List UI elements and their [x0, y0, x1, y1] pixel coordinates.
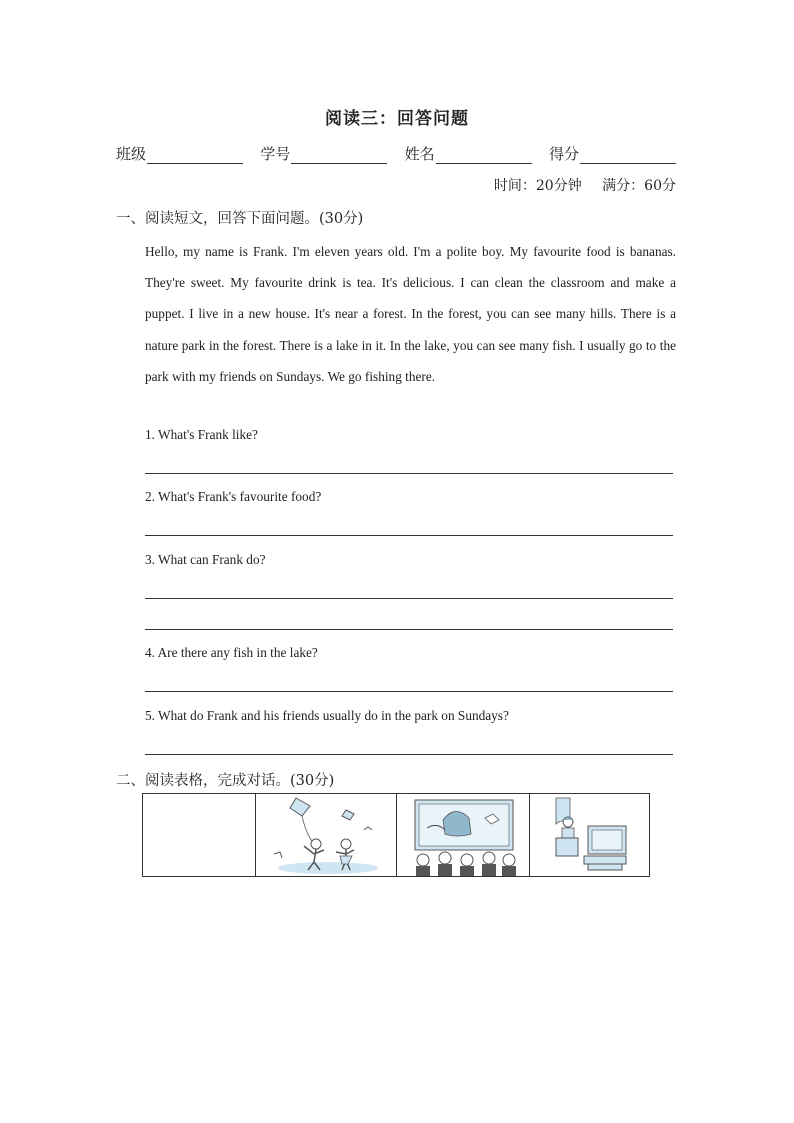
- student-info-row: [116, 143, 676, 164]
- name-blank[interactable]: [436, 148, 532, 164]
- cinema-picture: [397, 794, 529, 876]
- question-3: 3. What can Frank do?: [145, 552, 266, 567]
- question-2: 2. What's Frank's favourite food?: [145, 489, 322, 504]
- answer-line-4[interactable]: [145, 691, 673, 692]
- table-cell-kite: [255, 794, 396, 876]
- question-5: 5. What do Frank and his friends usually do in the park on Sundays?: [145, 708, 509, 723]
- table-cell-tv: [529, 794, 649, 876]
- answer-line-3a[interactable]: [145, 598, 673, 599]
- number-label: 学号: [260, 145, 291, 163]
- score-label: 得分: [548, 145, 579, 163]
- answer-line-2[interactable]: [145, 535, 673, 536]
- watching-tv-picture: [530, 794, 650, 876]
- class-blank[interactable]: [147, 148, 243, 164]
- answer-line-3b[interactable]: [145, 629, 673, 630]
- question-1: 1. What's Frank like?: [145, 427, 258, 442]
- section-2-heading: 二、阅读表格，完成对话。(30分): [116, 773, 335, 789]
- page-title: 阅读三：回答问题: [325, 109, 469, 129]
- picture-table: [142, 793, 650, 877]
- time-duration: 时间：20分钟: [493, 178, 582, 194]
- section-1-heading: 一、阅读短文，回答下面问题。(30分): [116, 211, 364, 227]
- number-field[interactable]: [260, 143, 387, 164]
- table-empty-cell[interactable]: [143, 794, 255, 876]
- answer-line-5[interactable]: [145, 754, 673, 755]
- class-field[interactable]: [116, 143, 243, 164]
- question-4: 4. Are there any fish in the lake?: [145, 645, 318, 660]
- table-cell-cinema: [396, 794, 529, 876]
- score-blank[interactable]: [580, 148, 676, 164]
- score-field[interactable]: [549, 143, 676, 164]
- time-info: [494, 175, 676, 195]
- class-label: 班级: [116, 145, 147, 163]
- name-field[interactable]: [405, 143, 532, 164]
- time-full-score: 满分：60分: [602, 178, 676, 194]
- name-label: 姓名: [404, 145, 435, 163]
- number-blank[interactable]: [291, 148, 387, 164]
- kite-flying-picture: [256, 794, 396, 876]
- reading-passage: Hello, my name is Frank. I'm eleven years old. I'm a polite boy. My favourite food is bananas. They're sweet. My favourite drink is tea. It's delicious. I can clean the classroom and make a puppet. I live in a new house. It's near a forest. In the forest, you can see many hills. There is a nature park in the forest. There is a lake in it. In the lake, you can see many fish. I usually go to the park with my friends on Sundays. We go fishing there.: [145, 244, 676, 384]
- answer-line-1[interactable]: [145, 473, 673, 474]
